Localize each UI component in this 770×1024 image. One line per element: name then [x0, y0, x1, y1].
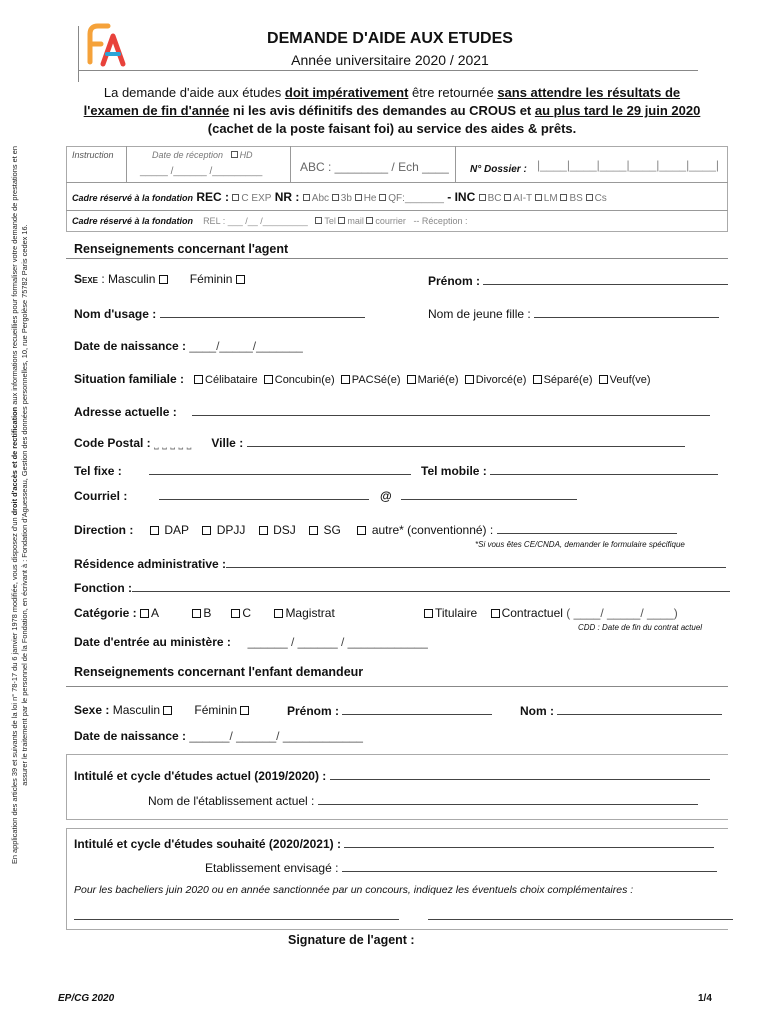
celibataire-checkbox[interactable]	[194, 375, 203, 384]
residence-label: Résidence administrative :	[74, 557, 227, 571]
date-reception-field[interactable]: _____ /______ /_________	[140, 166, 263, 177]
etudes-actuelles-box	[66, 754, 728, 820]
nom-etab-label: Nom de l'établissement actuel :	[148, 794, 315, 808]
divorce-checkbox[interactable]	[465, 375, 474, 384]
note-ce-cnda: *Si vous êtes CE/CNDA, demander le formulaire spécifique	[475, 540, 685, 549]
courriel-label: Courriel :	[74, 489, 128, 503]
fondation-logo	[86, 22, 128, 68]
prenom-field[interactable]	[483, 273, 728, 285]
intitule-souhaite-field[interactable]	[344, 836, 714, 848]
date-reception-label: Date de réception HD	[152, 150, 253, 160]
contractuel-date-field[interactable]: ( ____/ _____/ ____)	[566, 606, 678, 620]
dpjj-checkbox[interactable]	[202, 526, 211, 535]
enfant-section-title: Renseignements concernant l'enfant demandeur	[74, 665, 364, 679]
instruction-label: Instruction	[72, 150, 114, 160]
enfant-masculin-checkbox[interactable]	[163, 706, 172, 715]
nom-etab-field[interactable]	[318, 793, 698, 805]
courriel-domain-field[interactable]	[401, 488, 577, 500]
sexe-label: Sexe	[74, 272, 99, 286]
intitule-actuel-field[interactable]	[330, 768, 710, 780]
direction-label: Direction :	[74, 523, 134, 537]
agent-section-title: Renseignements concernant l'agent	[74, 242, 289, 256]
dap-checkbox[interactable]	[150, 526, 159, 535]
adresse-field[interactable]	[192, 404, 710, 416]
veuf-checkbox[interactable]	[599, 375, 608, 384]
ville-label: Ville :	[211, 436, 244, 450]
page-number: 1/4	[698, 993, 712, 1004]
enfant-prenom-label: Prénom :	[287, 704, 340, 718]
tel-fixe-field[interactable]	[149, 463, 411, 475]
cat-a-checkbox[interactable]	[140, 609, 149, 618]
nom-jeune-fille-label: Nom de jeune fille :	[428, 307, 531, 321]
tel-mobile-label: Tel mobile :	[421, 464, 487, 478]
code-postal-label: Code Postal :	[74, 436, 151, 450]
date-entree-label: Date d'entrée au ministère :	[74, 635, 231, 649]
autre-field[interactable]	[497, 522, 677, 534]
page-title: DEMANDE D'AIDE AUX ETUDES	[267, 30, 513, 47]
enfant-nom-label: Nom :	[520, 704, 554, 718]
nom-usage-field[interactable]	[160, 306, 365, 318]
sg-checkbox[interactable]	[309, 526, 318, 535]
courriel-local-field[interactable]	[159, 488, 369, 500]
cadre-row-2: Cadre réservé à la fondation REL : ___ /__ /_________ Tel mail courrier -- Réception :	[72, 216, 468, 226]
abc-field[interactable]: ABC : ________ / Ech ____	[300, 160, 449, 174]
fonction-label: Fonction :	[74, 581, 132, 595]
categorie-label: Catégorie :	[74, 606, 137, 620]
dossier-field[interactable]: |____|____|____|____|____|____|	[537, 158, 719, 172]
residence-field[interactable]	[226, 556, 726, 568]
separe-checkbox[interactable]	[533, 375, 542, 384]
date-naissance-field[interactable]: ____/_____/_______	[189, 339, 303, 353]
adresse-label: Adresse actuelle :	[74, 405, 177, 419]
dsj-checkbox[interactable]	[259, 526, 268, 535]
at-sign: @	[380, 489, 392, 503]
intitule-actuel-label: Intitulé et cycle d'études actuel (2019/2020) :	[74, 769, 327, 783]
magistrat-checkbox[interactable]	[274, 609, 283, 618]
enfant-feminin-checkbox[interactable]	[240, 706, 249, 715]
enfant-date-naissance-label: Date de naissance :	[74, 729, 187, 743]
marie-checkbox[interactable]	[407, 375, 416, 384]
etab-envisage-label: Etablissement envisagé :	[205, 861, 339, 875]
feminin-label: Féminin	[189, 272, 233, 286]
cat-b-checkbox[interactable]	[192, 609, 201, 618]
nom-usage-label: Nom d'usage :	[74, 307, 157, 321]
autre-checkbox[interactable]	[357, 526, 366, 535]
enfant-nom-field[interactable]	[557, 703, 722, 715]
bacheliers-note: Pour les bacheliers juin 2020 ou en année sanctionnée par un concours, indiquez les éventuels choix complémentaires :	[74, 884, 634, 896]
prenom-label: Prénom :	[428, 274, 481, 288]
intro-paragraph: La demande d'aide aux études doit impérativement être retournée sans attendre les résultats de l'examen de fin d'année ni les avis définitifs des demandes au CROUS et au plus tard le 29 juin 2020 (cachet de la poste faisant foi) au service des aides & prêts.	[83, 85, 701, 136]
cat-c-checkbox[interactable]	[231, 609, 240, 618]
fonction-field[interactable]	[132, 580, 730, 592]
code-postal-field[interactable]: ⎵ ⎵ ⎵ ⎵ ⎵	[154, 436, 192, 450]
enfant-sexe-label: Sexe :	[74, 703, 110, 717]
choix-complementaire-1-field[interactable]	[74, 908, 399, 920]
date-entree-field[interactable]: ______ / ______ / ____________	[247, 635, 428, 649]
dossier-label: N° Dossier :	[470, 164, 527, 175]
choix-complementaire-2-field[interactable]	[428, 908, 733, 920]
enfant-prenom-field[interactable]	[342, 703, 492, 715]
footer-code: EP/CG 2020	[58, 993, 115, 1004]
masculin-label: Masculin	[108, 272, 156, 286]
masculin-checkbox[interactable]	[159, 275, 168, 284]
tel-fixe-label: Tel fixe :	[74, 464, 122, 478]
intitule-souhaite-label: Intitulé et cycle d'études souhaité (2020/2021) :	[74, 837, 341, 851]
side-legal-text: En application des articles 39 et suivants de la loi n° 78-17 du 6 janvier 1978 modifiée, vous disposez d'un droit d'accès et de rectification aux informations recueillies pour formaliser votre demande de prestations et en assurer le traitement par le personnel de la Fondation, en écrivant à : Fondation d'Aguesseau, Gestion des données personnelles, 10, rue Pergolèse 75782 Paris cedex 16.	[10, 145, 29, 865]
pacse-checkbox[interactable]	[341, 375, 350, 384]
situation-label: Situation familiale :	[74, 372, 185, 386]
concubin-checkbox[interactable]	[264, 375, 273, 384]
etab-envisage-field[interactable]	[342, 860, 717, 872]
contractuel-checkbox[interactable]	[491, 609, 500, 618]
date-naissance-label: Date de naissance :	[74, 339, 187, 353]
enfant-date-naissance-field[interactable]: ______/ ______/ ____________	[189, 729, 363, 743]
cadre-row-1: Cadre réservé à la fondation REC : C EXP NR : Abc 3b He QF:_______ - INC BC AI-T LM BS Cs	[72, 190, 607, 204]
cdd-note: CDD : Date de fin du contrat actuel	[578, 623, 703, 632]
nom-jeune-fille-field[interactable]	[534, 306, 719, 318]
signature-label: Signature de l'agent :	[288, 933, 415, 947]
tel-mobile-field[interactable]	[490, 463, 718, 475]
ville-field[interactable]	[247, 435, 685, 447]
feminin-checkbox[interactable]	[236, 275, 245, 284]
page-subtitle: Année universitaire 2020 / 2021	[291, 52, 489, 68]
titulaire-checkbox[interactable]	[424, 609, 433, 618]
